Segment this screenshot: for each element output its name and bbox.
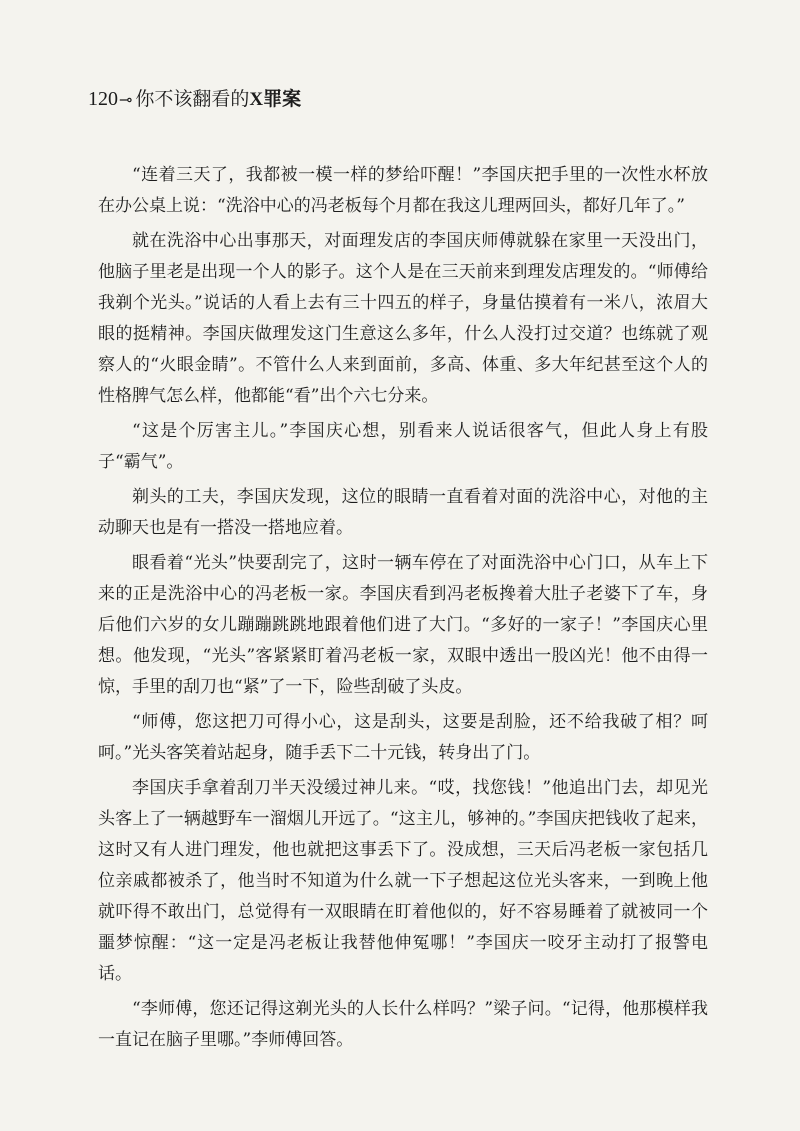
body-text (98, 160, 708, 1056)
arrow-icon: ⊸ (119, 90, 133, 109)
paragraph: “师傅，您这把刀可得小心，这是刮头，这要是刮脸，还不给我破了相？呵呵。”光头客笑着站起身，随手丢下二十元钱，转身出了门。 (98, 712, 708, 763)
running-header (88, 84, 301, 114)
paragraph: “李师傅，您还记得这剃光头的人长什么样吗？”梁子问。“记得，他那模样我一直记在脑子里哪。”李师傅回答。 (98, 999, 708, 1050)
paragraph: 眼看着“光头”快要刮完了，这时一辆车停在了对面洗浴中心门口，从车上下来的正是洗浴中心的冯老板一家。李国庆看到冯老板搀着大肚子老婆下了车，身后他们六岁的女儿蹦蹦跳跳地跟着他们进了大门。“多好的一家子！”李国庆心里想。他发现，“光头”客紧紧盯着冯老板一家，双眼中透出一股凶光！他不由得一惊，手里的刮刀也“紧”了一下，险些刮破了头皮。 (98, 553, 708, 697)
paragraph: 李国庆手拿着刮刀半天没缓过神儿来。“哎，找您钱！”他追出门去，却见光头客上了一辆越野车一溜烟儿开远了。“这主儿，够神的。”李国庆把钱收了起来，这时又有人进门理发，他也就把这事丢下了。没成想，三天后冯老板一家包括几位亲戚都被杀了，他当时不知道为什么就一下子想起这位光头客来，一到晚上他就吓得不敢出门，总觉得有一双眼睛在盯着他似的，好不容易睡着了就被同一个噩梦惊醒：“这一定是冯老板让我替他伸冤哪！”李国庆一咬牙主动打了报警电话。 (98, 778, 708, 984)
paragraph: “这是个厉害主儿。”李国庆心想，别看来人说话很客气，但此人身上有股子“霸气”。 (98, 421, 708, 472)
book-title-x: X (249, 89, 264, 110)
book-title-suffix: 罪案 (263, 89, 302, 110)
book-title-prefix: 你不该翻看的 (135, 88, 250, 110)
paragraph: 就在洗浴中心出事那天，对面理发店的李国庆师傅就躲在家里一天没出门，他脑子里老是出现一个人的影子。这个人是在三天前来到理发店理发的。“师傅给我剃个光头。”说话的人看上去有三十四五的样子，身量估摸着有一米八，浓眉大眼的挺精神。李国庆做理发这门生意这么多年，什么人没打过交道？也练就了观察人的“火眼金睛”。不管什么人来到面前，多高、体重、多大年纪甚至这个人的性格脾气怎么样，他都能“看”出个六七分来。 (98, 231, 708, 406)
page-number: 120 (88, 88, 118, 110)
paragraph: 剃头的工夫，李国庆发现，这位的眼睛一直看着对面的洗浴中心，对他的主动聊天也是有一搭没一搭地应着。 (98, 487, 708, 538)
paragraph: “连着三天了，我都被一模一样的梦给吓醒！”李国庆把手里的一次性水杯放在办公桌上说：“洗浴中心的冯老板每个月都在我这儿理两回头，都好几年了。” (98, 165, 708, 216)
